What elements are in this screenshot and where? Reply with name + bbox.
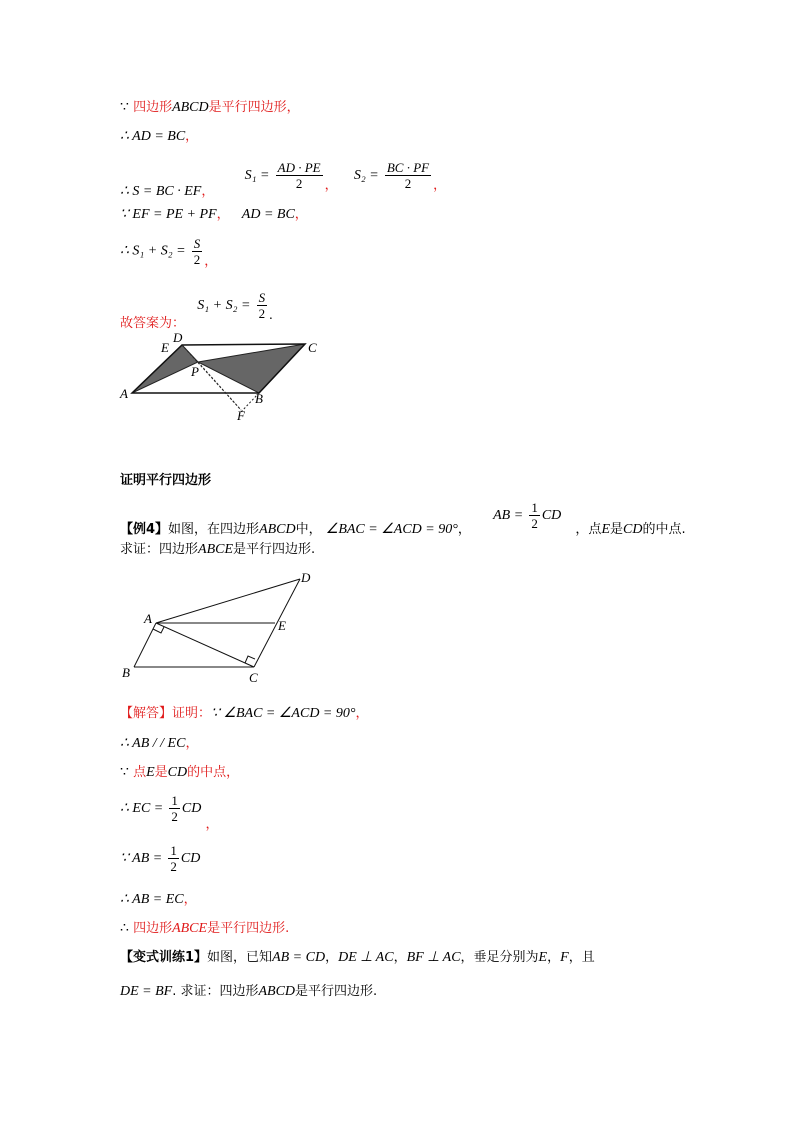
right-angle-mark-c — [245, 656, 255, 663]
solution-line-3: ∵ 点E是CD的中点， — [120, 765, 240, 780]
solution-line-1: 【解答】证明：∵ ∠BAC = ∠ACD = 90°， — [120, 706, 369, 721]
segment-ad — [156, 579, 300, 623]
label-c: C — [308, 340, 317, 355]
fraction-answer: $\frac{S}{2}$ — [258, 290, 266, 321]
label-d: D — [173, 330, 183, 345]
figure-quadrilateral-abcd — [118, 570, 318, 690]
variant-line-2: DE = BF. 求证：四边形ABCD是平行四边形. — [120, 984, 378, 999]
because-symbol: ∵ — [120, 100, 129, 115]
label-e: E — [278, 618, 286, 633]
solution-line-6: ∴ AB = EC， — [120, 892, 197, 907]
fraction-s1: $\frac{AD \cdot PE}{2}$ — [277, 160, 321, 191]
label-d: D — [301, 570, 311, 585]
label-p: P — [191, 364, 199, 379]
section-title: 证明平行四边形 — [120, 473, 212, 488]
example4-statement: 【例4】如图，在四边形ABCD中， ∠BAC = ∠ACD = 90°， AB = $\frac{1}{2}$ CD ，点E是CD的中点. — [120, 500, 686, 537]
line-ef-sum: ∵ EF = PE + PF， AD = BC， — [120, 207, 308, 222]
label-b: B — [122, 665, 130, 680]
label-a: A — [120, 386, 128, 401]
figure-parallelogram-shaded — [118, 330, 338, 425]
line-answer: 故答案为： S₁ + S₂ = $\frac{S}{2}$ . — [120, 290, 273, 331]
shaded-triangle-pbc — [198, 344, 305, 393]
line-sum-area: ∴ S₁ + S₂ = $\frac{S}{2}$ ， — [120, 236, 218, 269]
segment-ac — [156, 623, 254, 667]
variant-line-1: 【变式训练1】如图，已知AB = CD，DE ⊥ AC，BF ⊥ AC，垂足分别为E，F，且 — [120, 950, 595, 965]
line-given-parallelogram: ∵ 四边形ABCD是平行四边形， — [120, 100, 300, 115]
right-angle-mark-a — [153, 627, 164, 633]
label-b: B — [255, 391, 263, 406]
label-f: F — [237, 408, 245, 423]
solution-line-2: ∴ AB / / EC， — [120, 736, 199, 751]
solution-line-5: ∵ AB = $\frac{1}{2}$ CD — [120, 843, 201, 874]
segment-ab — [134, 623, 156, 667]
fraction-half: $\frac{1}{2}$ — [171, 793, 178, 824]
line-area-formulas: ∴ S = BC · EF， S₁ = $\frac{AD \cdot PE}{2}$ ， S₂ = $\frac{BC \cdot PF}{2}$ ， — [120, 160, 447, 199]
solution-line-4: ∴ EC = $\frac{1}{2}$ CD ， — [120, 793, 219, 832]
fraction-half: $\frac{1}{2}$ — [170, 843, 177, 874]
line-ad-eq-bc: ∴ AD = BC， — [120, 129, 199, 144]
fraction-half: $\frac{1}{2}$ — [531, 500, 538, 531]
fraction-s2: $\frac{BC \cdot PF}{2}$ — [386, 160, 430, 191]
label-e: E — [161, 340, 169, 355]
example4-prove: 求证：四边形ABCE是平行四边形. — [120, 542, 316, 557]
solution-line-7: ∴ 四边形ABCE是平行四边形. — [120, 921, 290, 936]
label-c: C — [249, 670, 258, 685]
label-a: A — [144, 611, 152, 626]
fraction-s-half: $\frac{S}{2}$ — [193, 236, 201, 267]
